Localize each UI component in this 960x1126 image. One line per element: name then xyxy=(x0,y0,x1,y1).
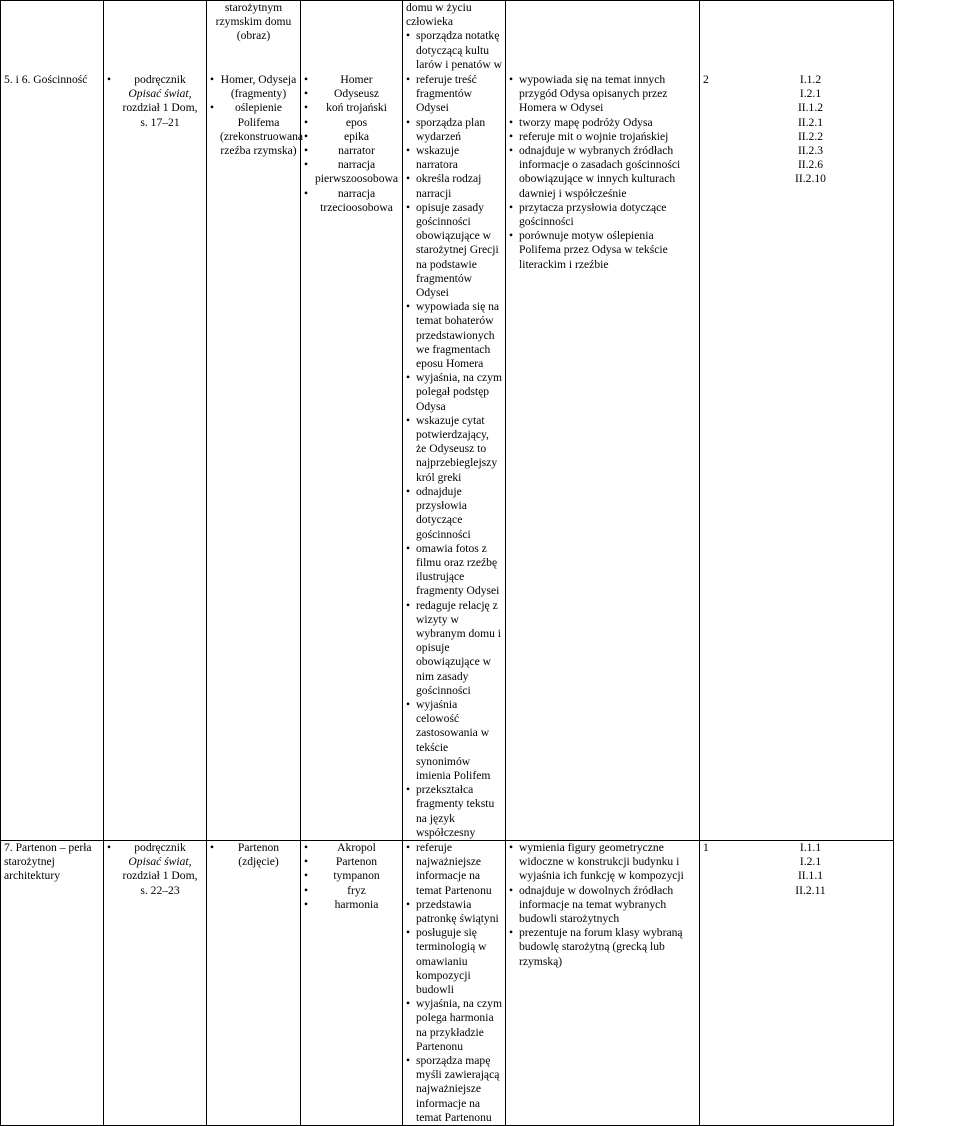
term-item: • Homer xyxy=(304,73,399,87)
extended-cell xyxy=(506,1,700,841)
extended-requirement: • przytacza przysłowia dotyczące gościnności xyxy=(509,201,696,229)
hours: 2 xyxy=(703,73,725,187)
basic-requirement: • redaguje relację z wizyty w wybranym domu i opisuje obowiązujące w nim zasady gościnności xyxy=(406,599,502,698)
extended-cell xyxy=(506,840,700,1125)
basic-requirement: • referuje najważniejsze informacje na temat Partenonu xyxy=(406,841,502,898)
text-item: • oślepienie Polifema (zrekonstruowana rzeźba rzymska) xyxy=(210,101,297,158)
basic-requirement: • sporządza mapę myśli zawierającą najważniejsze informacje na temat Partenonu xyxy=(406,1054,502,1125)
extended-requirement: • wymienia figury geometryczne widoczne w konstrukcji budynku i wyjaśnia ich funkcję w kompozycji xyxy=(509,841,696,884)
term-item: • tympanon xyxy=(304,869,399,883)
basic-requirement: • określa rodzaj narracji xyxy=(406,172,502,200)
term-item: • narrator xyxy=(304,144,399,158)
term-item: • narracja trzecioosobowa xyxy=(304,187,399,215)
term-item: • Partenon xyxy=(304,855,399,869)
table-row xyxy=(1,840,960,1125)
term-item: • fryz xyxy=(304,884,399,898)
basic-requirement: • przekształca fragmenty tekstu na język współczesny xyxy=(406,783,502,840)
term-item: • koń trojański xyxy=(304,101,399,115)
term-item: • harmonia xyxy=(304,898,399,912)
extended-requirement: • referuje mit o wojnie trojańskiej xyxy=(509,130,696,144)
texts-cell xyxy=(207,1,301,841)
curriculum-code: I.2.1 xyxy=(731,855,890,869)
term-item: • narracja pierwszoosobowa xyxy=(304,158,399,186)
meta-cell xyxy=(700,1,894,841)
basic-requirement: • wyjaśnia celowość zastosowania w tekście synonimów imienia Polifem xyxy=(406,698,502,783)
meta-cell xyxy=(700,840,894,1125)
curriculum-code: II.1.1 xyxy=(731,869,890,883)
source-cell xyxy=(104,840,207,1125)
curriculum-code: II.2.1 xyxy=(731,116,890,130)
extended-requirement: • wypowiada się na temat innych przygód Odysa opisanych przez Homera w Odysei xyxy=(509,73,696,116)
source-cell xyxy=(104,1,207,841)
basic-requirement: • wyjaśnia, na czym polega harmonia na przykładzie Partenonu xyxy=(406,997,502,1054)
basic-requirement: • odnajduje przysłowia dotyczące gościnności xyxy=(406,485,502,542)
terms-cell xyxy=(301,1,403,841)
curriculum-code: I.2.1 xyxy=(731,87,890,101)
extended-requirement: • odnajduje w wybranych źródłach informacje o zasadach gościnności obowiązujące w innych kulturach dawniej i współcześnie xyxy=(509,144,696,201)
hours: 1 xyxy=(703,841,725,898)
basic-cell xyxy=(403,1,506,841)
basic-requirement: • sporządza plan wydarzeń xyxy=(406,116,502,144)
text-item: • Partenon (zdjęcie) xyxy=(210,841,297,869)
basic-requirement: • wskazuje narratora xyxy=(406,144,502,172)
basic-requirement: • wskazuje cytat potwierdzający, że Odyseusz to najprzebieglejszy król greki xyxy=(406,414,502,485)
basic-requirement: • omawia fotos z filmu oraz rzeźbę ilustrujące fragmenty Odysei xyxy=(406,542,502,599)
texts-cell xyxy=(207,840,301,1125)
lesson-title: 5. i 6. Gościnność xyxy=(4,73,100,87)
curriculum-code: II.2.10 xyxy=(731,172,890,186)
basic-cell xyxy=(403,840,506,1125)
basic-requirement: • posługuje się terminologią w omawianiu kompozycji budowli xyxy=(406,926,502,997)
basic-requirement: • wyjaśnia, na czym polegał podstęp Odysa xyxy=(406,371,502,414)
curriculum-code: II.2.2 xyxy=(731,130,890,144)
curriculum-code: I.1.1 xyxy=(731,841,890,855)
term-item: • epos xyxy=(304,116,399,130)
term-item: • Odyseusz xyxy=(304,87,399,101)
table-row xyxy=(1,1,960,841)
extended-requirement: • prezentuje na forum klasy wybraną budowlę starożytną (grecką lub rzymską) xyxy=(509,926,696,969)
basic-requirement: • opisuje zasady gościnności obowiązujące w starożytnej Grecji na podstawie fragmentów Odysei xyxy=(406,201,502,300)
curriculum-code: I.1.2 xyxy=(731,73,890,87)
basic-requirement: • wypowiada się na temat bohaterów przedstawionych we fragmentach eposu Homera xyxy=(406,300,502,371)
basic-requirement: • przedstawia patronkę świątyni xyxy=(406,898,502,926)
lesson-cell xyxy=(1,840,104,1125)
continued-text: domu w życiu człowieka • sporządza notatkę dotyczącą kultu larów i penatów w xyxy=(406,1,502,73)
lesson-title: 7. Partenon – perła starożytnej architektury xyxy=(4,841,100,884)
extended-requirement: • odnajduje w dowolnych źródłach informacje na temat wybranych budowli starożytnych xyxy=(509,884,696,927)
continued-text: starożytnym rzymskim domu (obraz) xyxy=(210,1,297,73)
basic-requirement: • referuje treść fragmentów Odysei xyxy=(406,73,502,116)
extended-requirement: • tworzy mapę podróży Odysa xyxy=(509,116,696,130)
term-item: • Akropol xyxy=(304,841,399,855)
term-item: • epika xyxy=(304,130,399,144)
source-entry: • podręcznik Opisać świat, rozdział 1 Dom, s. 22–23 xyxy=(107,841,203,898)
curriculum-code: II.2.11 xyxy=(731,884,890,898)
curriculum-code: II.2.6 xyxy=(731,158,890,172)
extended-requirement: • porównuje motyw oślepienia Polifema przez Odysa w tekście literackim i rzeźbie xyxy=(509,229,696,272)
curriculum-code: II.1.2 xyxy=(731,101,890,115)
curriculum-code: II.2.3 xyxy=(731,144,890,158)
source-entry: • podręcznik Opisać świat, rozdział 1 Dom, s. 17–21 xyxy=(107,73,203,130)
text-item: • Homer, Odyseja (fragmenty) xyxy=(210,73,297,101)
lesson-cell xyxy=(1,1,104,841)
terms-cell xyxy=(301,840,403,1125)
